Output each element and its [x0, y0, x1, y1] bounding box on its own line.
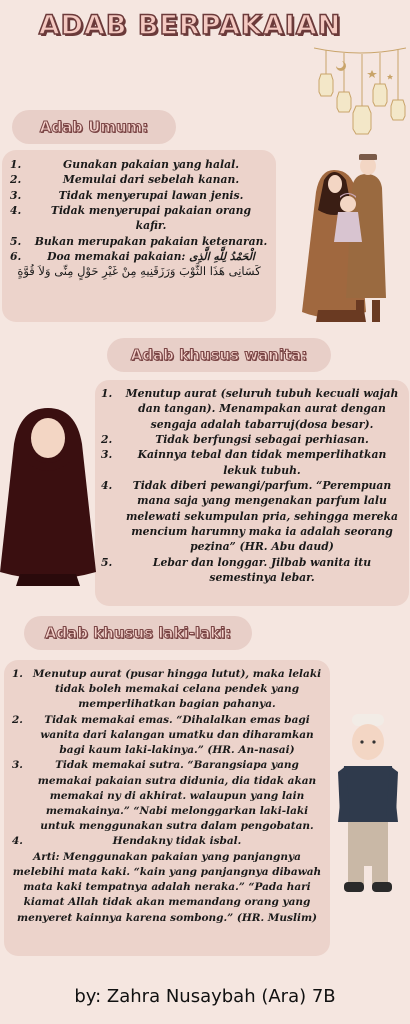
list-item: 1. Gunakan pakaian yang halal. — [10, 158, 239, 171]
list-item: 4. Tidak diberi pewangi/parfum. “Perempuan mana saja yang mengenakan parfum lalu melewati sekumpulan pria, sehingga mereka mencium harumny maka ia adalah seorang pezina” (HR. Abu daud) — [101, 478, 398, 554]
author-credit: by: Zahra Nusaybah (Ara) 7B — [74, 986, 336, 1007]
section-label-adab-wanita: Adab khusus wanita: — [107, 338, 331, 372]
woman-niqab-illustration-icon — [0, 404, 96, 588]
section-label-adab-umum: Adab Umum: — [12, 110, 176, 144]
list-item: 6. Doa memakai pakaian: الْحَمْدُ لِلَّهِ الَّذِى — [10, 249, 255, 263]
list-item: 3. Tidak menyerupai lawan jenis. — [10, 188, 244, 202]
list-item: 3. Kainnya tebal dan tidak memperlihatkan lekuk tubuh. — [101, 448, 387, 477]
lantern-decoration-icon — [314, 44, 406, 144]
arti-text: Arti: Menggunakan pakaian yang panjangnya melebihi mata kaki. “kain yang panjangnya dibawah mata kaki tempatnya adalah neraka.” “Pada hari kiamat Allah tidak akan memandang orang yang menyeret kainnya karena sombong.” (HR. Muslim) — [12, 850, 322, 924]
list-item: 1. Menutup aurat (seluruh tubuh kecuali wajah dan tangan). Menampakan aurat dengan sengaja adalah tabarruj(dosa besar). — [101, 387, 399, 431]
family-illustration-icon — [296, 150, 408, 330]
adab-umum-list — [10, 157, 268, 264]
list-item: 1. Menutup aurat (pusar hingga lutut), maka lelaki tidak boleh memakai celana pendek yang memperlihatkan bagian pahanya. — [12, 668, 322, 711]
adab-wanita-list — [101, 386, 403, 585]
list-item: 2. Memulai dari sebelah kanan. — [10, 173, 240, 187]
list-item: 5. Lebar dan longgar. Jilbab wanita itu semestinya lebar. — [101, 555, 372, 584]
doa-arabic-text: كَسَانِى هَذَا الثَّوْبَ وَرَزَقَنِيهِ مِنْ غَيْرِ حَوْلٍ مِنِّى وَلاَ قُوَّةٍ — [17, 264, 261, 279]
page-title: ADAB BERPAKAIAN — [38, 10, 342, 41]
adab-laki-box — [4, 660, 330, 956]
adab-laki-list — [12, 667, 322, 850]
list-item: 2. Tidak memakai emas. “Dihalalkan emas bagi wanita dari kalangan umatku dan diharamkan bagi kaum laki-lakinya.” (HR. An-nasai) — [12, 713, 314, 757]
boy-illustration-icon — [330, 712, 406, 894]
adab-umum-box — [2, 150, 276, 322]
list-item: 4. Tidak menyerupai pakaian orang kafir. — [10, 203, 252, 233]
section-label-adab-laki: Adab khusus laki-laki: — [24, 616, 252, 650]
adab-wanita-box — [95, 380, 409, 606]
list-item: 4. Hendakny tidak isbal. — [12, 835, 242, 848]
list-item: 5. Bukan merupakan pakaian ketenaran. — [10, 234, 268, 248]
list-item: 3. Tidak memakai sutra. “Barangsiapa yang memakai pakaian sutra didunia, dia tidak akan memakai ny di akhirat. walaupun yang lain memakainya.” “Nabi melonggarkan laki-laki untuk menggunakan sutra dalam pengobatan. — [12, 759, 317, 833]
list-item: 2. Tidak berfungsi sebagai perhiasan. — [101, 432, 369, 446]
